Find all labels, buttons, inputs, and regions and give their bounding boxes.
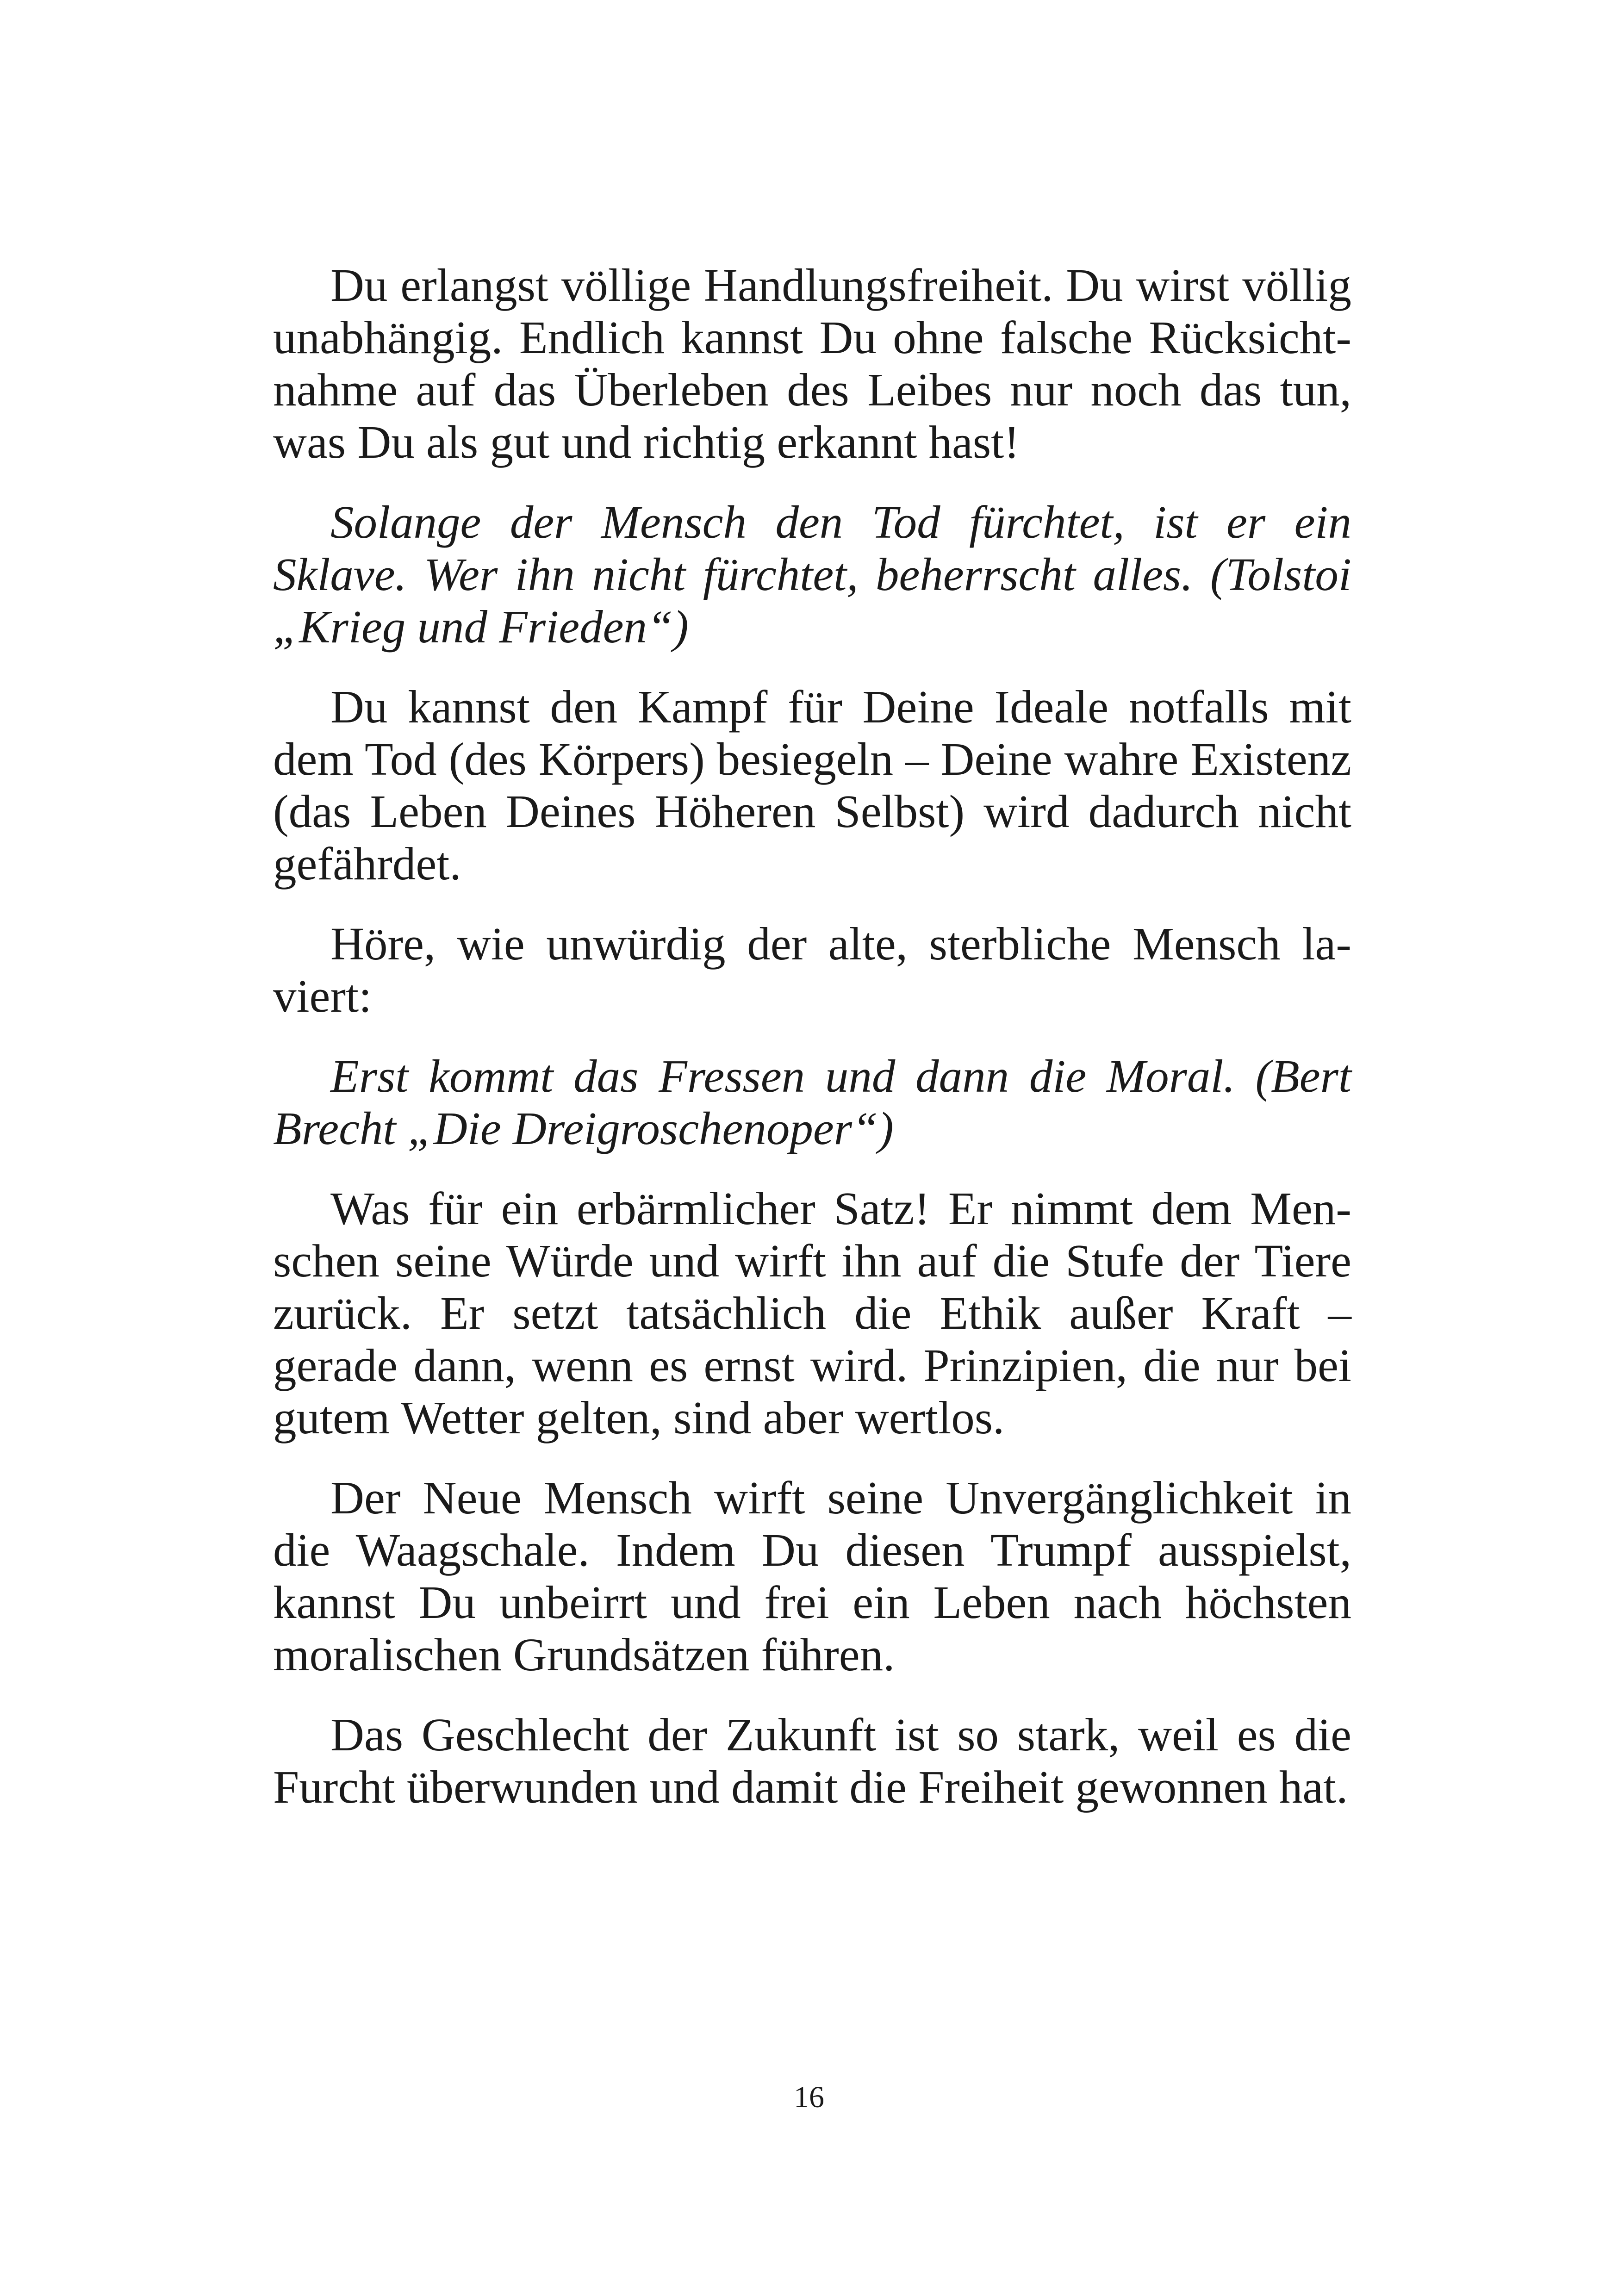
paragraph-1: Du erlangst völlige Handlungsfreiheit. Du wirst völlig unabhängig. Endlich kannst Du ohne falsche Rücksichtnahme auf das Überleben des Leibes nur noch das tun, was Du als gut und richtig erkannt hast! bbox=[273, 259, 1351, 468]
page-number: 16 bbox=[794, 2080, 824, 2114]
paragraph-4: Was für ein erbärmlicher Satz! Er nimmt dem Menschen seine Würde und wirft ihn auf die Stufe der Tiere zurück. Er setzt tatsächlich die Ethik außer Kraft – gerade dann, wenn es ernst wird. Prinzipien, die nur bei gutem Wetter gelten, sind aber wertlos. bbox=[273, 1182, 1351, 1444]
paragraph-5: Der Neue Mensch wirft seine Unvergänglichkeit in die Waagschale. Indem Du diesen Trumpf ausspielst, kannst Du unbeirrt und frei ein Leben nach höchsten moralischen Grundsätzen führen. bbox=[273, 1472, 1351, 1680]
paragraph-6: Das Geschlecht der Zukunft ist so stark, weil es die Furcht überwunden und damit die Freiheit gewonnen hat. bbox=[273, 1709, 1351, 1813]
quote-tolstoi: Solange der Mensch den Tod fürchtet, ist er ein Sklave. Wer ihn nicht fürchtet, beherrscht alles. (Tolstoi „Krieg und Frieden“) bbox=[273, 496, 1351, 653]
page-body-text bbox=[273, 259, 1351, 1841]
paragraph-2: Du kannst den Kampf für Deine Ideale notfalls mit dem Tod (des Körpers) besiegeln – Deine wahre Existenz (das Leben Deines Höheren Selbst) wird dadurch nicht gefährdet. bbox=[273, 681, 1351, 890]
paragraph-3: Höre, wie unwürdig der alte, sterbliche Mensch laviert: bbox=[273, 918, 1351, 1022]
quote-brecht: Erst kommt das Fressen und dann die Moral. (Bert Brecht „Die Dreigroschenoper“) bbox=[273, 1050, 1351, 1154]
